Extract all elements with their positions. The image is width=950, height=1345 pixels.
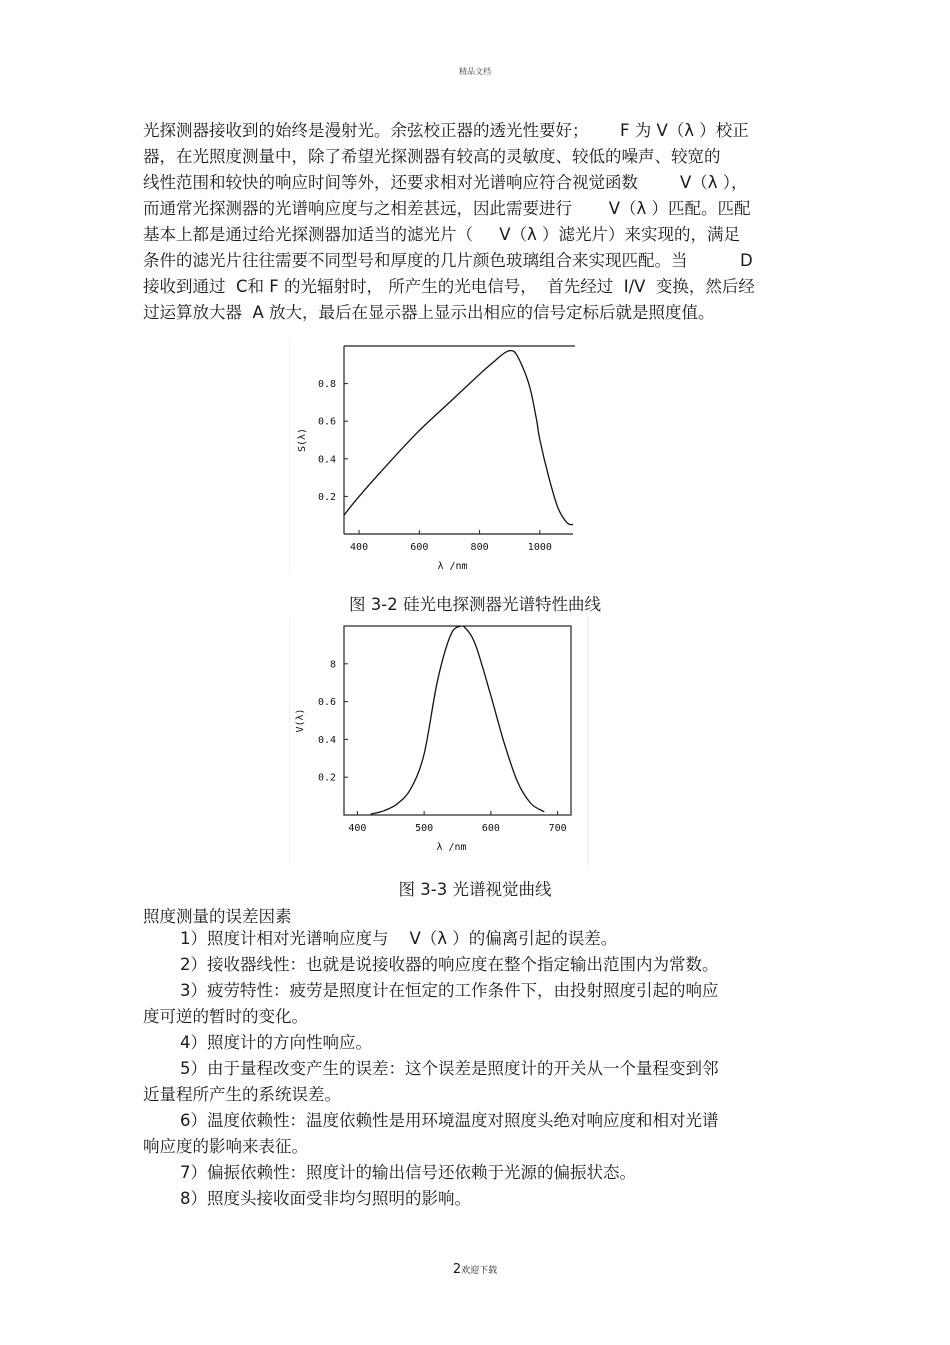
figure-3-3-caption: 图 3-3 光谱视觉曲线 [398,880,552,899]
x-tick-label: 400 [350,542,369,553]
x-tick-label: 500 [415,823,434,834]
y-tick-label: 0.8 [317,379,336,391]
y-tick-label: 0.2 [317,772,336,784]
x-tick-label: 600 [410,542,429,553]
page-footer [0,1262,950,1277]
footer-text: 欢迎下载 [461,1266,498,1276]
y-tick-label: 0.6 [317,416,336,428]
intro-paragraph [143,118,823,326]
section-title: 照度测量的误差因素 [143,907,292,926]
list-item-line: 近量程所产生的系统误差。 [143,1085,341,1104]
list-item [143,1056,803,1108]
intro-line: 条件的滤光片往往需要不同型号和厚度的几片颜色玻璃组合来实现匹配。当 D [143,251,753,270]
intro-line: 过运算放大器 A 放大，最后在显示器上显示出相应的信号定标后就是照度值。 [143,303,715,322]
x-axis-label: λ /nm [437,561,468,572]
intro-line: 而通常光探测器的光谱响应度与之相差甚远，因此需要进行 V（λ ）匹配。匹配 [143,199,751,218]
x-tick-label: 700 [548,823,567,834]
list-item [143,1160,803,1186]
list-item-line: 4）照度计的方向性响应。 [180,1033,372,1052]
figure-3-3-chart [289,617,589,865]
page-header: 精品文档 [459,67,491,76]
list-item [143,1030,803,1056]
list-item-line: 1）照度计相对光谱响应度与 V（λ ）的偏离引起的误差。 [180,929,618,948]
list-item-line: 6）温度依赖性：温度依赖性是用环境温度对照度头绝对响应度和相对光谱 [180,1111,719,1130]
list-item [143,1186,803,1212]
error-factor-list [143,926,803,1212]
list-item-line: 2）接收器线性：也就是说接收器的响应度在整个指定输出范围内为常数。 [180,955,719,974]
intro-line: 接收到通过 C和 F 的光辐射时， 所产生的光电信号， 首先经过 I/V 变换，然后经 [143,277,755,296]
y-tick-label: 0.4 [317,454,336,466]
y-tick-label: 0.2 [317,491,336,503]
page-number: 2 [452,1262,462,1277]
figure-3-2-chart [289,338,575,574]
intro-line: 基本上都是通过给光探测器加适当的滤光片（ V（λ ）滤光片）来实现的，满足 [143,225,741,244]
list-item-line: 度可逆的暂时的变化。 [143,1007,308,1026]
list-item-line: 7）偏振依赖性：照度计的输出信号还依赖于光源的偏振状态。 [180,1163,636,1182]
x-axis-label: λ /nm [436,842,467,853]
x-tick-label: 600 [481,823,500,834]
intro-line: 器，在光照度测量中，除了希望光探测器有较高的灵敏度、较低的噪声、较宽的 [143,147,721,166]
list-item-line: 3）疲劳特性：疲劳是照度计在恒定的工作条件下，由投射照度引起的响应 [180,981,719,1000]
list-item [143,952,803,978]
y-tick-label: 8 [329,659,336,671]
list-item [143,978,803,1030]
list-item-line: 响应度的影响来表征。 [143,1137,308,1156]
y-axis-label: V(λ) [295,708,306,733]
list-item [143,926,803,952]
intro-line: 线性范围和较快的响应时间等外，还要求相对光谱响应符合视觉函数 V（λ ）， [143,173,748,192]
list-item-line: 8）照度头接收面受非均匀照明的影响。 [180,1189,471,1208]
intro-line: 光探测器接收到的始终是漫射光。余弦校正器的透光性要好； F 为 V（λ ）校正 [143,121,749,140]
x-tick-label: 400 [348,823,367,834]
y-axis-label: S(λ) [297,427,308,453]
figure-3-2-caption: 图 3-2 硅光电探测器光谱特性曲线 [349,595,601,614]
x-tick-label: 800 [470,542,489,553]
x-tick-label: 1000 [527,542,552,553]
list-item-line: 5）由于量程改变产生的误差：这个误差是照度计的开关从一个量程变到邻 [180,1059,719,1078]
y-tick-label: 0.6 [317,697,336,709]
y-tick-label: 0.4 [317,734,336,746]
list-item [143,1108,803,1160]
